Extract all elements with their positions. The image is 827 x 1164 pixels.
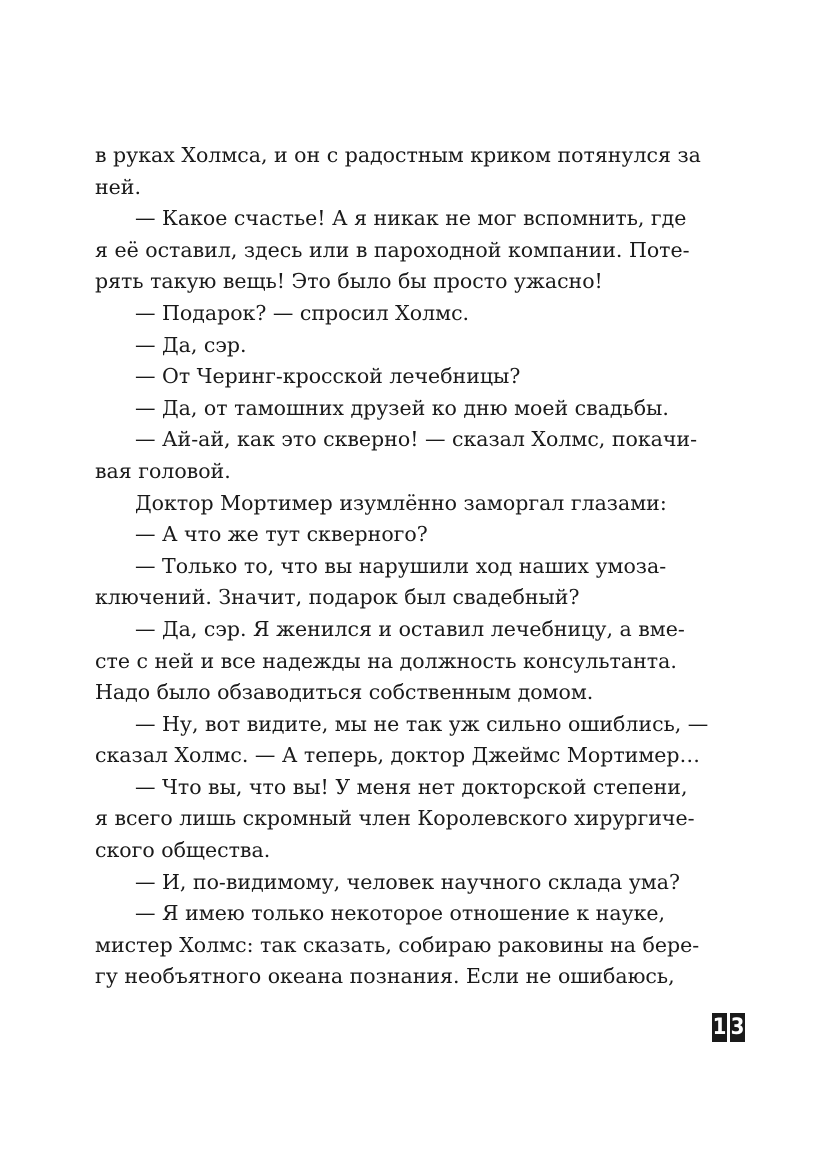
page-number — [712, 1013, 745, 1042]
text-line: Надо было обзаводиться собственным домом. — [95, 680, 594, 705]
text-line: мистер Холмс: так сказать, собираю раковины на бере- — [95, 932, 700, 957]
page-number-digit: 3 — [730, 1015, 745, 1040]
text-line: — Я имею только некоторое отношение к науке, — [135, 901, 666, 926]
text-line: — Подарок? — спросил Холмс. — [135, 300, 470, 325]
text-line: — Ну, вот видите, мы не так уж сильно ошиблись, — — [135, 711, 709, 736]
text-line: ского общества. — [95, 838, 271, 863]
text-line: — Да, сэр. — [135, 332, 247, 357]
text-line: — И, по-видимому, человек научного склада ума? — [135, 869, 680, 894]
text-line: — Какое счастье! А я никак не мог вспомнить, где — [135, 206, 687, 231]
text-line: — Да, от тамошних друзей ко дню моей свадьбы. — [135, 395, 669, 420]
text-line: я её оставил, здесь или в пароходной компании. Поте- — [95, 237, 690, 262]
text-line: сказал Холмс. — А теперь, доктор Джеймс Мортимер… — [95, 743, 701, 768]
text-line: ключений. Значит, подарок был свадебный? — [95, 585, 580, 610]
text-line: ней. — [95, 174, 141, 199]
text-line: вая головой. — [95, 458, 231, 483]
text-line: — Что вы, что вы! У меня нет докторской степени, — [135, 774, 688, 799]
text-line: Доктор Мортимер изумлённо заморгал глазами: — [135, 490, 667, 515]
text-line: — От Черинг-кросской лечебницы? — [135, 364, 521, 389]
text-line: гу необъятного океана познания. Если не ошибаюсь, — [95, 964, 675, 989]
page-body-text — [95, 140, 709, 993]
text-line: — Только то, что вы нарушили ход наших умоза- — [135, 553, 667, 578]
text-line: сте с ней и все надежды на должность консультанта. — [95, 648, 677, 673]
page-number-digit: 1 — [712, 1015, 727, 1040]
text-line: я всего лишь скромный член Королевского хирургиче- — [95, 806, 695, 831]
text-line: — Да, сэр. Я женился и оставил лечебницу, а вме- — [135, 616, 685, 641]
text-line: в руках Холмса, и он с радостным криком потянулся за — [95, 143, 701, 167]
text-line: — А что же тут скверного? — [135, 522, 428, 547]
text-line: — Ай-ай, как это скверно! — сказал Холмс, покачи- — [135, 427, 698, 452]
text-line: рять такую вещь! Это было бы просто ужасно! — [95, 269, 603, 294]
